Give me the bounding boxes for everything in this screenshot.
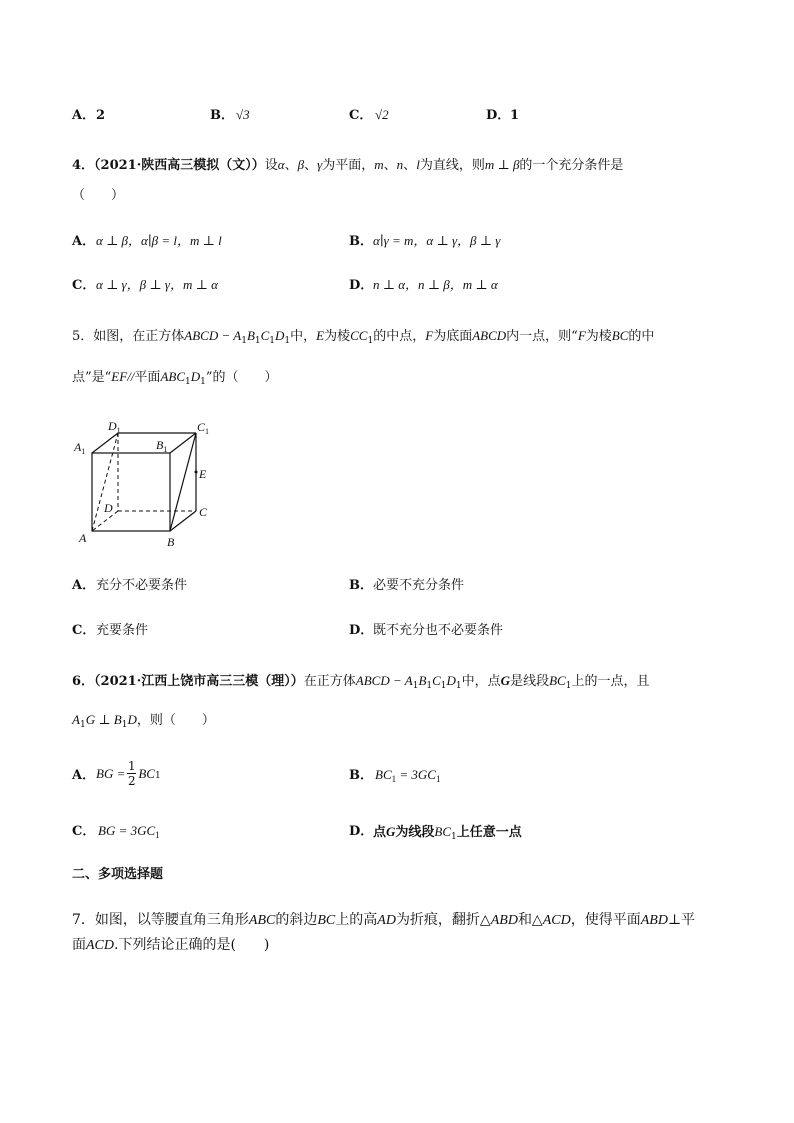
q5-text: 内一点，则“ — [506, 329, 578, 344]
q6-d: D — [127, 712, 137, 727]
label-E: E — [199, 467, 207, 481]
q7-stem-line2 — [72, 938, 269, 953]
q6-sub: 1 — [121, 720, 128, 730]
q6-cube: D — [446, 673, 456, 688]
q6-d-text: 上任意一点 — [456, 825, 522, 840]
q5-e: E — [316, 328, 325, 343]
q5-text: 点”是“ — [72, 370, 112, 385]
q6-d-text: 点 — [373, 825, 387, 840]
q5-cube: ABCD − A — [184, 328, 242, 343]
q4-beta: β — [297, 157, 305, 172]
q6-sub: 1 — [79, 720, 86, 730]
q5-f: F — [577, 328, 586, 343]
q5-cube-figure — [70, 415, 220, 550]
q4-condition: m ⊥ β — [484, 157, 520, 172]
q5-sub: 1 — [367, 336, 374, 346]
q5-parallel: // — [127, 369, 135, 384]
q4-alpha: α — [277, 157, 285, 172]
q6-sub: 1 — [426, 681, 433, 691]
label-D1: $D_1$ — [108, 419, 121, 435]
q5-f: F — [425, 328, 434, 343]
q3-option-a-label: A． — [72, 108, 96, 123]
q3-option-b-value: √3 — [236, 107, 250, 122]
q5-option-c-label: C． — [72, 623, 96, 638]
q6-sub: 1 — [435, 774, 441, 784]
q6-g: G — [500, 673, 511, 688]
q6-sub: 1 — [391, 774, 397, 784]
q5-bc: BC — [611, 328, 629, 343]
label-C1: $C_1$ — [197, 420, 210, 436]
q7-text: ⊥平 — [667, 912, 696, 928]
q4-stem: 4．（2021·陕西高三模拟（文））设α、β、γ为平面，m、n、l为直线，则m ⊥ β的一个充分条件是 — [72, 157, 624, 173]
q4-stem-text: 为直线，则 — [419, 158, 485, 173]
q5-option-b: 必要不充分条件 — [373, 578, 465, 593]
q6-cube: B — [418, 673, 427, 688]
q5-sub: 1 — [241, 336, 247, 346]
q4-stem-text: 设 — [264, 158, 278, 173]
q7-text: ，使得平面 — [570, 912, 641, 928]
q6-sub: 1 — [155, 830, 160, 840]
q6-text: 中，点 — [461, 674, 501, 689]
q7-acd: ACD — [86, 938, 114, 953]
q6-sub: 1 — [451, 832, 457, 842]
q3-option-d-label: D． — [486, 108, 511, 123]
q5-sub: 1 — [185, 377, 191, 387]
q6-sub: 1 — [440, 681, 447, 691]
q6-text: 上的一点，且 — [571, 674, 650, 689]
q5-text: 为棱 — [324, 329, 351, 344]
q3-option-d-value: 1 — [510, 108, 520, 123]
q4-m: m — [374, 157, 384, 172]
q5-stem-line2 — [72, 369, 278, 387]
q6-a-lhs: BG = — [96, 766, 126, 781]
q6-perp: G ⊥ B — [85, 712, 122, 727]
q5-cube: B — [246, 328, 255, 343]
q6-d-bc: BC — [434, 824, 452, 839]
q4-option-b: α∣γ = m，α ⊥ γ，β ⊥ γ — [373, 233, 501, 248]
q6-d-text: 为线段 — [395, 825, 435, 840]
q6-a: A — [72, 712, 80, 727]
q6-text: 是线段 — [510, 674, 550, 689]
q7-text: 为折痕，翻折△ — [395, 912, 491, 928]
q6-source: 6．（2021·江西上饶市高三三模（理）） — [72, 674, 304, 689]
q7-text: 上的高 — [335, 912, 378, 928]
q5-option-a: 充分不必要条件 — [96, 578, 188, 593]
q5-sub: 1 — [284, 336, 291, 346]
q4-stem-text: 为平面， — [322, 158, 375, 173]
q7-ad: AD — [377, 913, 396, 928]
q4-gamma: γ — [317, 157, 323, 172]
q5-text: 为底面 — [433, 329, 473, 344]
q5-cc: CC — [350, 328, 368, 343]
q5-text: ”的（ ） — [205, 370, 278, 385]
label-B1: $B_1$ — [156, 438, 168, 454]
q3-option-a-value: 2 — [96, 108, 106, 123]
q6-frac-den: 2 — [128, 774, 136, 788]
q6-a-rhs: BC — [138, 766, 155, 781]
q7-bc: BC — [317, 913, 336, 928]
q6-option-a — [96, 760, 161, 787]
q5-sub: 1 — [254, 336, 261, 346]
q5-option-a-label: A． — [72, 578, 96, 593]
q5-cube: C — [260, 328, 270, 343]
q5-cube: D — [275, 328, 285, 343]
q4-option-b-label: B． — [349, 234, 373, 249]
q4-option-c-label: C． — [72, 278, 96, 293]
q6-option-d — [373, 824, 522, 842]
q3-option-c-value: √2 — [375, 107, 389, 122]
q4-l: l — [416, 157, 420, 172]
q5-text: 的中点， — [373, 329, 426, 344]
q4-option-c: α ⊥ γ，β ⊥ γ，m ⊥ α — [96, 277, 218, 292]
q4-option-d: n ⊥ α，n ⊥ β，m ⊥ α — [373, 277, 498, 292]
label-D: D — [104, 501, 113, 515]
q5-ef: EF — [111, 369, 128, 384]
q6-stem-line1 — [72, 673, 650, 691]
q6-c-expr: BG = 3GC — [98, 823, 156, 838]
q4-source: 4．（2021·陕西高三模拟（文）） — [72, 158, 265, 173]
label-B: B — [167, 535, 175, 549]
q7-abd: ABD — [640, 913, 668, 928]
q6-option-a-label: A． — [72, 768, 96, 783]
q4-option-a: α ⊥ β，α∣β = l，m ⊥ l — [96, 233, 222, 248]
q5-text: 为棱 — [585, 329, 612, 344]
q7-text: 面 — [72, 937, 86, 953]
q3-option-c-label: C． — [349, 108, 373, 123]
q6-option-c — [98, 823, 160, 840]
q7-stem-line1 — [72, 913, 695, 928]
q5-option-d: 既不充分也不必要条件 — [373, 623, 504, 638]
q6-fraction — [127, 760, 136, 787]
q6-option-b — [375, 767, 441, 784]
q5-sub: 1 — [269, 336, 276, 346]
q5-text: 的中 — [628, 329, 655, 344]
q6-option-c-label: C． — [72, 824, 96, 839]
q5-option-c: 充要条件 — [96, 623, 149, 638]
q4-paren: （ ） — [72, 188, 125, 203]
q6-cube: C — [432, 673, 441, 688]
q6-sub: 1 — [154, 771, 161, 781]
q6-sub: 1 — [565, 681, 572, 691]
q3-option-b-label: B． — [210, 108, 234, 123]
q6-b-part: BC — [375, 767, 392, 782]
q5-option-b-label: B． — [349, 578, 373, 593]
q6-stem-line2 — [72, 712, 215, 730]
q6-b-part: = 3GC — [396, 767, 436, 782]
q5-abcd: ABCD — [472, 328, 507, 343]
q5-stem-line1 — [72, 328, 655, 346]
q5-sub: 1 — [200, 377, 206, 387]
q7-text: 和△ — [517, 912, 543, 928]
q6-bc1: BC — [549, 673, 566, 688]
section-title: 二、多项选择题 — [72, 867, 164, 882]
q6-sub: 1 — [455, 681, 462, 691]
q6-frac-num: 1 — [128, 759, 136, 773]
q5-abc: ABC — [160, 369, 185, 384]
q7-text: .下列结论正确的是( ) — [114, 937, 270, 953]
q7-abc: ABC — [248, 913, 276, 928]
q6-text: ，则（ ） — [136, 713, 215, 728]
label-C: C — [199, 505, 208, 519]
q7-abd: ABD — [490, 913, 518, 928]
q5-option-d-label: D． — [349, 623, 374, 638]
q7-text: 的斜边 — [275, 912, 318, 928]
label-A: A — [79, 531, 87, 545]
q5-d: D — [190, 369, 201, 384]
q5-text: 中， — [290, 329, 317, 344]
q5-text: 5．如图，在正方体 — [72, 329, 185, 344]
q6-cube: ABCD − A — [355, 673, 413, 688]
q6-option-b-label: B． — [349, 768, 373, 783]
q4-option-d-label: D． — [349, 278, 374, 293]
q6-option-d-label: D． — [349, 824, 374, 839]
q7-acd: ACD — [542, 913, 571, 928]
q7-text: 7．如图，以等腰直角三角形 — [72, 912, 249, 928]
q4-option-a-label: A． — [72, 234, 96, 249]
q4-n: n — [396, 157, 404, 172]
q4-stem-text: 的一个充分条件是 — [519, 158, 624, 173]
label-A1: $A_1$ — [74, 440, 86, 456]
q6-d-g: G — [386, 824, 396, 839]
q6-text: 在正方体 — [303, 674, 356, 689]
q5-text: 平面 — [134, 370, 161, 385]
q6-sub: 1 — [412, 681, 419, 691]
